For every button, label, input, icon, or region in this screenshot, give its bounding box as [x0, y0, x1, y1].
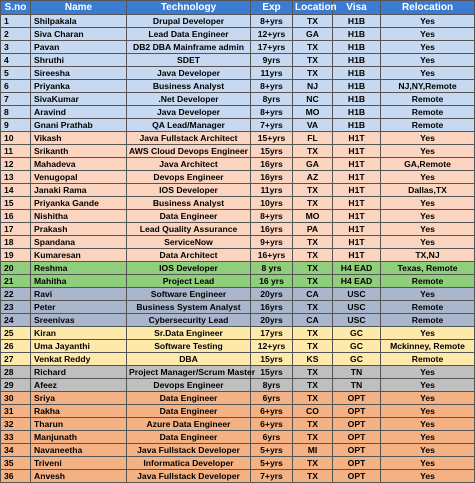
cell-exp: 10yrs	[251, 197, 293, 210]
cell-relocation: Yes	[381, 379, 475, 392]
cell-technology: Devops Engineer	[127, 379, 251, 392]
cell-technology: Project Lead	[127, 275, 251, 288]
cell-name: Janaki Rama	[31, 184, 127, 197]
cell-name: Rakha	[31, 405, 127, 418]
cell-visa: USC	[333, 314, 381, 327]
cell-relocation: Yes	[381, 236, 475, 249]
cell-visa: H1B	[333, 15, 381, 28]
table-row[interactable]	[1, 262, 475, 275]
col-header-visa[interactable]: Visa	[333, 1, 381, 15]
cell-location: TX	[293, 418, 333, 431]
cell-exp: 6yrs	[251, 392, 293, 405]
cell-technology: Data Architect	[127, 249, 251, 262]
cell-relocation: Yes	[381, 366, 475, 379]
cell-visa: USC	[333, 301, 381, 314]
cell-location: TX	[293, 301, 333, 314]
cell-exp: 16yrs	[251, 171, 293, 184]
cell-visa: OPT	[333, 444, 381, 457]
cell-sno: 31	[1, 405, 31, 418]
cell-exp: 17yrs	[251, 327, 293, 340]
cell-visa: H1T	[333, 145, 381, 158]
table-row[interactable]	[1, 80, 475, 93]
cell-visa: H1B	[333, 28, 381, 41]
cell-exp: 8yrs	[251, 379, 293, 392]
cell-name: Ravi	[31, 288, 127, 301]
cell-location: TX	[293, 392, 333, 405]
cell-exp: 7+yrs	[251, 119, 293, 132]
cell-exp: 12+yrs	[251, 28, 293, 41]
cell-technology: Software Engineer	[127, 288, 251, 301]
cell-name: Srikanth	[31, 145, 127, 158]
cell-sno: 13	[1, 171, 31, 184]
cell-technology: Project Manager/Scrum Master	[127, 366, 251, 379]
cell-technology: Business Analyst	[127, 197, 251, 210]
cell-sno: 1	[1, 15, 31, 28]
table-row[interactable]	[1, 353, 475, 366]
cell-sno: 35	[1, 457, 31, 470]
cell-relocation: Yes	[381, 171, 475, 184]
cell-technology: Java Fullstack Architect	[127, 132, 251, 145]
cell-relocation: Yes	[381, 405, 475, 418]
cell-sno: 33	[1, 431, 31, 444]
cell-name: Sreenivas	[31, 314, 127, 327]
cell-relocation: NJ,NY,Remote	[381, 80, 475, 93]
cell-exp: 15yrs	[251, 366, 293, 379]
cell-name: Venkat Reddy	[31, 353, 127, 366]
cell-exp: 9yrs	[251, 54, 293, 67]
cell-location: CA	[293, 288, 333, 301]
cell-technology: Java Developer	[127, 67, 251, 80]
cell-visa: H4 EAD	[333, 262, 381, 275]
table-row[interactable]	[1, 431, 475, 444]
table-row[interactable]	[1, 301, 475, 314]
cell-name: Siva Charan	[31, 28, 127, 41]
cell-exp: 7+yrs	[251, 470, 293, 483]
cell-name: Tharun	[31, 418, 127, 431]
cell-technology: Lead Quality Assurance	[127, 223, 251, 236]
cell-visa: H1T	[333, 184, 381, 197]
cell-sno: 20	[1, 262, 31, 275]
cell-exp: 11yrs	[251, 67, 293, 80]
cell-relocation: Yes	[381, 223, 475, 236]
cell-relocation: Texas, Remote	[381, 262, 475, 275]
cell-name: Sriya	[31, 392, 127, 405]
table-row[interactable]	[1, 197, 475, 210]
cell-technology: .Net Developer	[127, 93, 251, 106]
cell-sno: 25	[1, 327, 31, 340]
table-row[interactable]	[1, 93, 475, 106]
cell-visa: H1B	[333, 41, 381, 54]
table-row[interactable]	[1, 28, 475, 41]
cell-exp: 16+yrs	[251, 249, 293, 262]
table-row[interactable]	[1, 366, 475, 379]
cell-visa: GC	[333, 340, 381, 353]
cell-exp: 8 yrs	[251, 262, 293, 275]
table-row[interactable]	[1, 119, 475, 132]
table-row[interactable]	[1, 249, 475, 262]
cell-name: Uma Jayanthi	[31, 340, 127, 353]
cell-location: TX	[293, 275, 333, 288]
cell-name: Vikash	[31, 132, 127, 145]
cell-visa: H1T	[333, 249, 381, 262]
cell-technology: Cybersecurity Lead	[127, 314, 251, 327]
cell-visa: H1T	[333, 132, 381, 145]
cell-name: Spandana	[31, 236, 127, 249]
table-row[interactable]	[1, 15, 475, 28]
table-row[interactable]	[1, 340, 475, 353]
table-row[interactable]	[1, 184, 475, 197]
cell-relocation: Yes	[381, 457, 475, 470]
cell-relocation: Remote	[381, 106, 475, 119]
cell-technology: Data Engineer	[127, 210, 251, 223]
cell-technology: Business System Analyst	[127, 301, 251, 314]
cell-relocation: TX,NJ	[381, 249, 475, 262]
table-row[interactable]	[1, 457, 475, 470]
cell-sno: 8	[1, 106, 31, 119]
table-row[interactable]	[1, 158, 475, 171]
cell-sno: 5	[1, 67, 31, 80]
cell-exp: 20yrs	[251, 314, 293, 327]
cell-technology: Business Analyst	[127, 80, 251, 93]
cell-location: FL	[293, 132, 333, 145]
table-row[interactable]	[1, 314, 475, 327]
cell-relocation: Yes	[381, 392, 475, 405]
table-row[interactable]	[1, 327, 475, 340]
cell-technology: Lead Data Engineer	[127, 28, 251, 41]
cell-technology: Java Fullstack Developer	[127, 470, 251, 483]
cell-exp: 9+yrs	[251, 236, 293, 249]
col-header-technology[interactable]: Technology	[127, 1, 251, 15]
table-row[interactable]	[1, 223, 475, 236]
cell-location: TX	[293, 249, 333, 262]
cell-location: TX	[293, 340, 333, 353]
cell-name: Priyanka Gande	[31, 197, 127, 210]
cell-visa: H1B	[333, 119, 381, 132]
cell-location: CO	[293, 405, 333, 418]
table-row[interactable]	[1, 405, 475, 418]
cell-sno: 15	[1, 197, 31, 210]
table-row[interactable]	[1, 470, 475, 483]
cell-visa: H1T	[333, 223, 381, 236]
cell-sno: 10	[1, 132, 31, 145]
cell-visa: GC	[333, 327, 381, 340]
cell-relocation: GA,Remote	[381, 158, 475, 171]
cell-location: TX	[293, 457, 333, 470]
table-row[interactable]	[1, 54, 475, 67]
table-row[interactable]	[1, 444, 475, 457]
cell-relocation: Remote	[381, 93, 475, 106]
cell-sno: 3	[1, 41, 31, 54]
cell-technology: QA Lead/Manager	[127, 119, 251, 132]
cell-visa: H1T	[333, 197, 381, 210]
table-row[interactable]	[1, 418, 475, 431]
cell-exp: 16yrs	[251, 158, 293, 171]
cell-location: TX	[293, 54, 333, 67]
cell-sno: 26	[1, 340, 31, 353]
table-row[interactable]	[1, 210, 475, 223]
cell-location: TX	[293, 470, 333, 483]
cell-exp: 16yrs	[251, 301, 293, 314]
cell-exp: 8+yrs	[251, 210, 293, 223]
cell-technology: Informatica Developer	[127, 457, 251, 470]
cell-exp: 11yrs	[251, 184, 293, 197]
cell-technology: SDET	[127, 54, 251, 67]
cell-exp: 16yrs	[251, 223, 293, 236]
cell-sno: 9	[1, 119, 31, 132]
col-header-location[interactable]: Location	[293, 1, 333, 15]
cell-visa: USC	[333, 288, 381, 301]
cell-technology: Data Engineer	[127, 431, 251, 444]
cell-sno: 30	[1, 392, 31, 405]
cell-visa: OPT	[333, 418, 381, 431]
cell-visa: H1T	[333, 236, 381, 249]
cell-sno: 21	[1, 275, 31, 288]
cell-sno: 6	[1, 80, 31, 93]
cell-location: TX	[293, 236, 333, 249]
cell-exp: 15yrs	[251, 353, 293, 366]
cell-technology: Data Engineer	[127, 392, 251, 405]
table-row[interactable]	[1, 132, 475, 145]
cell-sno: 11	[1, 145, 31, 158]
cell-technology: Azure Data Engineer	[127, 418, 251, 431]
cell-location: GA	[293, 28, 333, 41]
cell-relocation: Remote	[381, 353, 475, 366]
cell-location: NJ	[293, 80, 333, 93]
cell-location: KS	[293, 353, 333, 366]
cell-relocation: Yes	[381, 288, 475, 301]
cell-name: Gnani Prathab	[31, 119, 127, 132]
cell-location: TX	[293, 431, 333, 444]
cell-location: TX	[293, 145, 333, 158]
cell-location: MO	[293, 106, 333, 119]
cell-relocation: Yes	[381, 418, 475, 431]
cell-technology: Data Engineer	[127, 405, 251, 418]
cell-relocation: Yes	[381, 54, 475, 67]
cell-exp: 16 yrs	[251, 275, 293, 288]
cell-location: TX	[293, 184, 333, 197]
cell-name: Priyanka	[31, 80, 127, 93]
cell-location: GA	[293, 158, 333, 171]
cell-relocation: Yes	[381, 431, 475, 444]
cell-name: Venugopal	[31, 171, 127, 184]
cell-visa: TN	[333, 379, 381, 392]
cell-relocation: Yes	[381, 210, 475, 223]
cell-technology: ServiceNow	[127, 236, 251, 249]
cell-name: Triveni	[31, 457, 127, 470]
cell-name: Aravind	[31, 106, 127, 119]
table-row[interactable]	[1, 392, 475, 405]
cell-relocation: Remote	[381, 119, 475, 132]
cell-location: TX	[293, 197, 333, 210]
cell-sno: 32	[1, 418, 31, 431]
cell-visa: OPT	[333, 470, 381, 483]
cell-visa: H1T	[333, 210, 381, 223]
cell-name: Kumaresan	[31, 249, 127, 262]
cell-relocation: Remote	[381, 275, 475, 288]
cell-visa: TN	[333, 366, 381, 379]
table-body	[1, 15, 475, 483]
cell-name: Mahitha	[31, 275, 127, 288]
cell-name: Mahadeva	[31, 158, 127, 171]
cell-relocation: Yes	[381, 132, 475, 145]
cell-relocation: Yes	[381, 145, 475, 158]
table-row[interactable]	[1, 106, 475, 119]
cell-exp: 12+yrs	[251, 340, 293, 353]
cell-visa: H1B	[333, 93, 381, 106]
cell-location: TX	[293, 262, 333, 275]
cell-location: MI	[293, 444, 333, 457]
cell-name: Nishitha	[31, 210, 127, 223]
cell-relocation: Yes	[381, 197, 475, 210]
cell-name: Pavan	[31, 41, 127, 54]
cell-exp: 15yrs	[251, 145, 293, 158]
cell-technology: DBA	[127, 353, 251, 366]
cell-technology: AWS Cloud Devops Engineer	[127, 145, 251, 158]
cell-sno: 18	[1, 236, 31, 249]
cell-location: TX	[293, 379, 333, 392]
cell-visa: H1T	[333, 158, 381, 171]
table-row[interactable]	[1, 275, 475, 288]
cell-sno: 7	[1, 93, 31, 106]
col-header-sno[interactable]: S.no	[1, 1, 31, 15]
cell-relocation: Remote	[381, 314, 475, 327]
cell-name: Anvesh	[31, 470, 127, 483]
table-row[interactable]	[1, 145, 475, 158]
cell-sno: 28	[1, 366, 31, 379]
cell-sno: 17	[1, 223, 31, 236]
cell-exp: 8+yrs	[251, 106, 293, 119]
cell-visa: H1B	[333, 67, 381, 80]
cell-location: VA	[293, 119, 333, 132]
col-header-relocation[interactable]: Relocation	[381, 1, 475, 15]
cell-visa: H1B	[333, 54, 381, 67]
cell-location: AZ	[293, 171, 333, 184]
cell-name: Sireesha	[31, 67, 127, 80]
cell-sno: 19	[1, 249, 31, 262]
cell-relocation: Remote	[381, 301, 475, 314]
cell-visa: H1B	[333, 106, 381, 119]
cell-sno: 34	[1, 444, 31, 457]
cell-location: TX	[293, 15, 333, 28]
cell-sno: 14	[1, 184, 31, 197]
cell-technology: IOS Developer	[127, 184, 251, 197]
cell-sno: 4	[1, 54, 31, 67]
cell-location: CA	[293, 314, 333, 327]
cell-name: Richard	[31, 366, 127, 379]
cell-location: PA	[293, 223, 333, 236]
cell-relocation: Yes	[381, 470, 475, 483]
cell-name: Kiran	[31, 327, 127, 340]
cell-relocation: Yes	[381, 444, 475, 457]
cell-exp: 6yrs	[251, 431, 293, 444]
cell-visa: H4 EAD	[333, 275, 381, 288]
cell-name: SivaKumar	[31, 93, 127, 106]
cell-technology: DB2 DBA Mainframe admin	[127, 41, 251, 54]
cell-location: TX	[293, 41, 333, 54]
cell-exp: 6+yrs	[251, 405, 293, 418]
cell-name: Manjunath	[31, 431, 127, 444]
cell-sno: 36	[1, 470, 31, 483]
cell-technology: Software Testing	[127, 340, 251, 353]
cell-name: Shruthi	[31, 54, 127, 67]
cell-sno: 24	[1, 314, 31, 327]
cell-technology: Java Developer	[127, 106, 251, 119]
col-header-exp[interactable]: Exp	[251, 1, 293, 15]
cell-visa: H1T	[333, 171, 381, 184]
cell-exp: 8yrs	[251, 93, 293, 106]
cell-name: Prakash	[31, 223, 127, 236]
cell-exp: 6+yrs	[251, 418, 293, 431]
cell-technology: Drupal Developer	[127, 15, 251, 28]
table-row[interactable]	[1, 67, 475, 80]
cell-name: Peter	[31, 301, 127, 314]
cell-relocation: Mckinney, Remote	[381, 340, 475, 353]
cell-location: NC	[293, 93, 333, 106]
cell-name: Navaneetha	[31, 444, 127, 457]
cell-location: TX	[293, 67, 333, 80]
cell-location: TX	[293, 366, 333, 379]
cell-sno: 16	[1, 210, 31, 223]
cell-visa: GC	[333, 353, 381, 366]
cell-name: Reshma	[31, 262, 127, 275]
cell-relocation: Yes	[381, 67, 475, 80]
cell-sno: 29	[1, 379, 31, 392]
cell-exp: 8+yrs	[251, 15, 293, 28]
table-row[interactable]	[1, 41, 475, 54]
cell-visa: OPT	[333, 405, 381, 418]
cell-visa: OPT	[333, 392, 381, 405]
cell-technology: Devops Engineer	[127, 171, 251, 184]
cell-sno: 27	[1, 353, 31, 366]
table-row[interactable]	[1, 288, 475, 301]
cell-technology: Sr.Data Engineer	[127, 327, 251, 340]
table-header	[1, 1, 475, 15]
cell-exp: 17+yrs	[251, 41, 293, 54]
cell-exp: 5+yrs	[251, 457, 293, 470]
cell-relocation: Yes	[381, 28, 475, 41]
cell-visa: OPT	[333, 457, 381, 470]
cell-exp: 5+yrs	[251, 444, 293, 457]
cell-sno: 23	[1, 301, 31, 314]
cell-relocation: Yes	[381, 41, 475, 54]
cell-relocation: Yes	[381, 327, 475, 340]
cell-technology: Java Architect	[127, 158, 251, 171]
header-row	[1, 1, 475, 15]
cell-sno: 2	[1, 28, 31, 41]
cell-relocation: Yes	[381, 15, 475, 28]
cell-name: Shilpakala	[31, 15, 127, 28]
cell-technology: IOS Developer	[127, 262, 251, 275]
table-row[interactable]	[1, 379, 475, 392]
cell-technology: Java Fullstack Developer	[127, 444, 251, 457]
table-row[interactable]	[1, 236, 475, 249]
cell-exp: 20yrs	[251, 288, 293, 301]
cell-sno: 22	[1, 288, 31, 301]
col-header-name[interactable]: Name	[31, 1, 127, 15]
cell-name: Afeez	[31, 379, 127, 392]
cell-visa: OPT	[333, 431, 381, 444]
table-row[interactable]	[1, 171, 475, 184]
cell-location: TX	[293, 327, 333, 340]
cell-visa: H1B	[333, 80, 381, 93]
cell-sno: 12	[1, 158, 31, 171]
cell-location: MO	[293, 210, 333, 223]
cell-exp: 15+yrs	[251, 132, 293, 145]
cell-relocation: Dallas,TX	[381, 184, 475, 197]
cell-exp: 8+yrs	[251, 80, 293, 93]
